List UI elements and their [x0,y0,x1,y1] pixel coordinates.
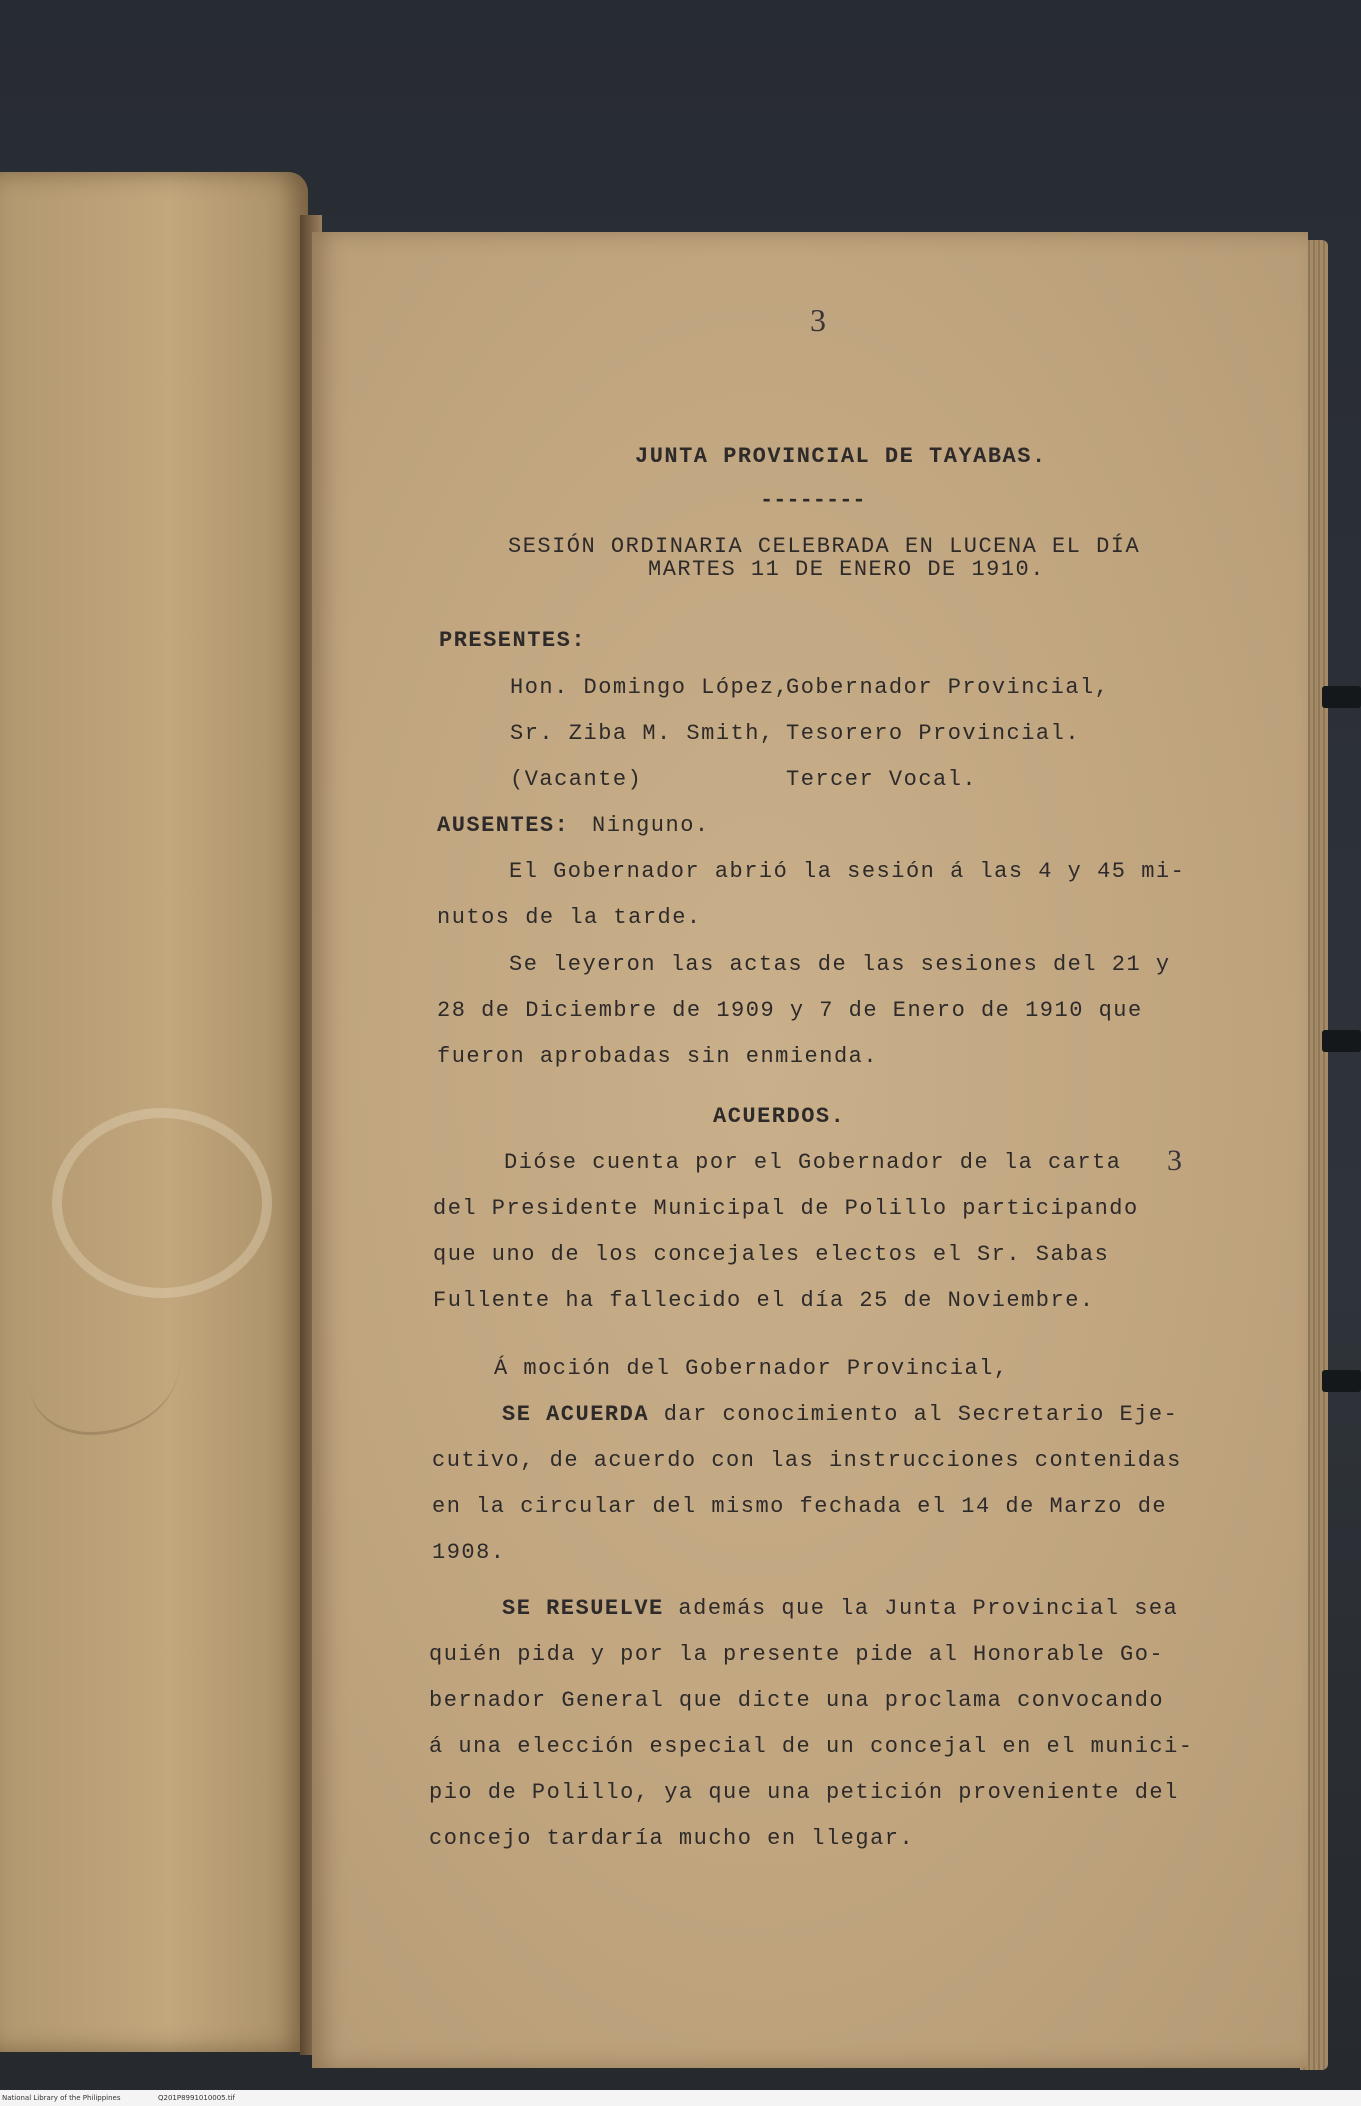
session-title-line-1: SESIÓN ORDINARIA CELEBRADA EN LUCENA EL DÍA [508,534,1141,559]
resuelve-lead: SE RESUELVE [502,1596,664,1621]
resuelve-line-5: pio de Polillo, ya que una petición proveniente del [429,1780,1179,1805]
acuerdo-line-1: Dióse cuenta por el Gobernador de la carta [504,1150,1122,1175]
acuerda-line-3: en la circular del mismo fechada el 14 de Marzo de [432,1494,1168,1519]
acuerda-line-4: 1908. [432,1540,506,1565]
library-seal-stamp [52,1108,272,1298]
motion-line: Á moción del Gobernador Provincial, [494,1356,1009,1381]
present-role-3: Tercer Vocal. [786,767,978,792]
minutes-line-3: fueron aprobadas sin enmienda. [437,1044,879,1069]
session-title-line-2: MARTES 11 DE ENERO DE 1910. [648,557,1045,582]
minutes-line-2: 28 de Diciembre de 1909 y 7 de Enero de 1910 que [437,998,1143,1023]
acuerdo-line-2: del Presidente Municipal de Polillo participando [433,1196,1139,1221]
document-header: JUNTA PROVINCIAL DE TAYABAS. [635,444,1047,469]
present-name-1: Hon. Domingo López, [510,675,790,700]
signature-mark [30,1312,180,1435]
opening-line-2: nutos de la tarde. [437,905,702,930]
resuelve-line-1-text: además que la Junta Provincial sea [663,1596,1179,1621]
binding-clip [1322,1030,1361,1052]
binding-clip [1322,1370,1361,1392]
acuerdo-line-3: que uno de los concejales electos el Sr. Sabas [433,1242,1110,1267]
present-role-2: Tesorero Provincial. [786,721,1081,746]
right-page [312,232,1308,2068]
resuelve-line-1 [502,1596,1178,1621]
resuelve-line-6: concejo tardaría mucho en llegar. [429,1826,915,1851]
resuelve-line-2: quién pida y por la presente pide al Honorable Go- [429,1642,1165,1667]
absent-value: Ninguno. [592,813,710,838]
resuelve-line-4: á una elección especial de un concejal en el munici- [429,1734,1194,1759]
footer-right-text: Q201P8991010005.tif [158,2094,236,2102]
present-name-2: Sr. Ziba M. Smith, [510,721,775,746]
minutes-line-1: Se leyeron las actas de las sesiones del 21 y [509,952,1171,977]
page-number: 3 [810,302,826,338]
acuerdo-line-4: Fullente ha fallecido el día 25 de Noviembre. [433,1288,1095,1313]
absent-label: AUSENTES: [437,813,570,838]
opening-line-1: El Gobernador abrió la sesión á las 4 y 45 mi- [509,859,1186,884]
binding-clips [1322,0,1361,2106]
scan-footer [0,2090,1361,2106]
left-page [0,172,308,2052]
present-role-1: Gobernador Provincial, [786,675,1110,700]
acuerdos-title: ACUERDOS. [713,1104,846,1129]
binding-clip [1322,686,1361,708]
acuerda-lead: SE ACUERDA [502,1402,650,1427]
resuelve-line-3: bernador General que dicte una proclama convocando [429,1688,1165,1713]
acuerda-line-2: cutivo, de acuerdo con las instrucciones contenidas [432,1448,1182,1473]
acuerda-line-1-text: dar conocimiento al Secretario Eje- [649,1402,1179,1427]
footer-left-text: National Library of the Philippines [2,2094,121,2102]
present-label: PRESENTES: [439,628,587,653]
present-name-3: (Vacante) [510,767,643,792]
margin-number: 3 [1167,1144,1182,1177]
header-separator: -------- [760,488,866,513]
acuerda-line-1 [502,1402,1178,1427]
